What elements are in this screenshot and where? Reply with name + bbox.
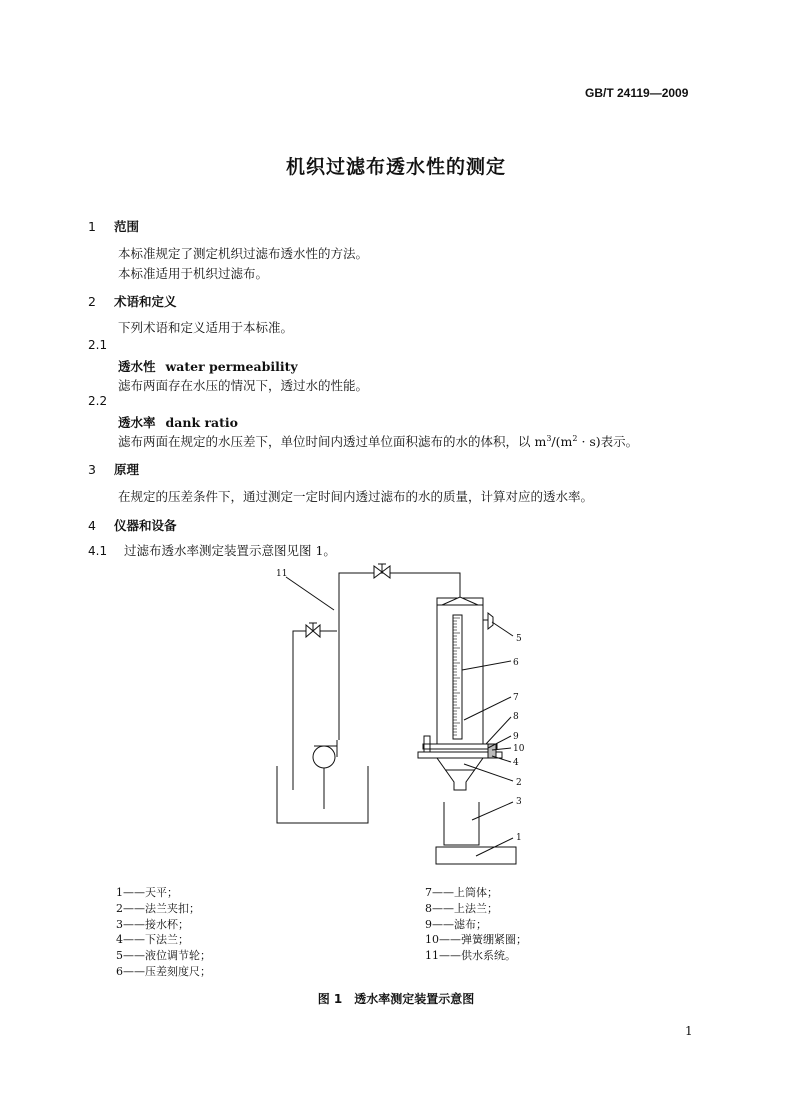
term-cn: 透水性 bbox=[118, 359, 156, 374]
section-title: 范围 bbox=[114, 219, 140, 234]
definition-text: 滤布两面在规定的水压差下，单位时间内透过单位面积滤布的水的体积，以 m bbox=[118, 434, 547, 449]
level-knob-icon bbox=[488, 613, 493, 629]
legend-item: 8——上法兰； bbox=[425, 901, 498, 915]
section-number: 1 bbox=[88, 219, 96, 234]
callout-5: 5 bbox=[516, 634, 522, 644]
legend-item: 6——压差刻度尺； bbox=[116, 964, 211, 978]
legend-item: 9——滤布； bbox=[425, 917, 487, 931]
callout-4: 4 bbox=[513, 758, 519, 768]
figure-caption: 图 1 透水率测定装置示意图 bbox=[317, 992, 475, 1006]
section-number: 4 bbox=[88, 518, 96, 533]
term-en: water permeability bbox=[165, 359, 298, 374]
section-number: 3 bbox=[88, 462, 96, 477]
section-number: 2 bbox=[88, 294, 96, 309]
standard-number: GB/T 24119—2009 bbox=[585, 86, 689, 100]
paragraph: 下列术语和定义适用于本标准。 bbox=[118, 320, 294, 335]
callout-11: 11 bbox=[276, 569, 288, 579]
superscript: 2 bbox=[572, 433, 578, 443]
callout-7: 7 bbox=[513, 693, 519, 703]
legend-right bbox=[425, 885, 527, 964]
section-title: 原理 bbox=[114, 462, 140, 477]
section-title: 仪器和设备 bbox=[114, 518, 177, 533]
page-number: 1 bbox=[685, 1024, 693, 1038]
legend-item: 3——接水杯； bbox=[116, 917, 189, 931]
clause-number: 2.1 bbox=[88, 338, 108, 352]
section-title: 术语和定义 bbox=[114, 294, 177, 309]
legend-left bbox=[116, 885, 211, 980]
callout-3: 3 bbox=[516, 797, 522, 807]
legend-item: 2——法兰夹扣； bbox=[116, 901, 200, 915]
page-title: 机织过滤布透水性的测定 bbox=[285, 156, 506, 178]
callout-1: 1 bbox=[516, 833, 522, 843]
definition-text: /(m bbox=[551, 434, 573, 449]
funnel bbox=[437, 758, 483, 790]
term-en: dank ratio bbox=[165, 415, 239, 430]
callout-6: 6 bbox=[513, 658, 519, 668]
pump-icon bbox=[313, 746, 335, 768]
legend-item: 4——下法兰； bbox=[116, 933, 189, 947]
clause-number: 2.2 bbox=[88, 394, 108, 408]
clause-number: 4.1 bbox=[88, 544, 108, 558]
legend-item: 11——供水系统。 bbox=[425, 949, 516, 963]
legend-item: 1——天平； bbox=[116, 886, 178, 899]
callout-8: 8 bbox=[513, 712, 519, 722]
paragraph: 在规定的压差条件下，通过测定一定时间内透过滤布的水的质量，计算对应的透水率。 bbox=[118, 489, 594, 504]
legend-item: 10——弹簧绷紧圈； bbox=[425, 933, 527, 947]
legend-item: 7——上筒体； bbox=[425, 886, 498, 899]
water-cup bbox=[444, 802, 479, 845]
supply-tank bbox=[277, 766, 368, 823]
callout-9: 9 bbox=[513, 732, 519, 742]
clause-text: 过滤布透水率测定装置示意图见图 1。 bbox=[124, 543, 336, 558]
scale-ruler bbox=[453, 615, 462, 739]
superscript: 3 bbox=[546, 433, 552, 443]
callout-10: 10 bbox=[513, 744, 525, 754]
callout-2: 2 bbox=[516, 778, 522, 788]
upper-flange bbox=[423, 744, 497, 749]
legend-item: 5——液位调节轮； bbox=[116, 949, 211, 963]
definition-text: · s)表示。 bbox=[577, 434, 639, 449]
term-cn: 透水率 bbox=[118, 415, 156, 430]
paragraph: 本标准适用于机织过滤布。 bbox=[118, 266, 269, 281]
paragraph: 本标准规定了测定机织过滤布透水性的方法。 bbox=[118, 246, 369, 261]
definition: 滤布两面存在水压的情况下，透过水的性能。 bbox=[118, 378, 369, 393]
